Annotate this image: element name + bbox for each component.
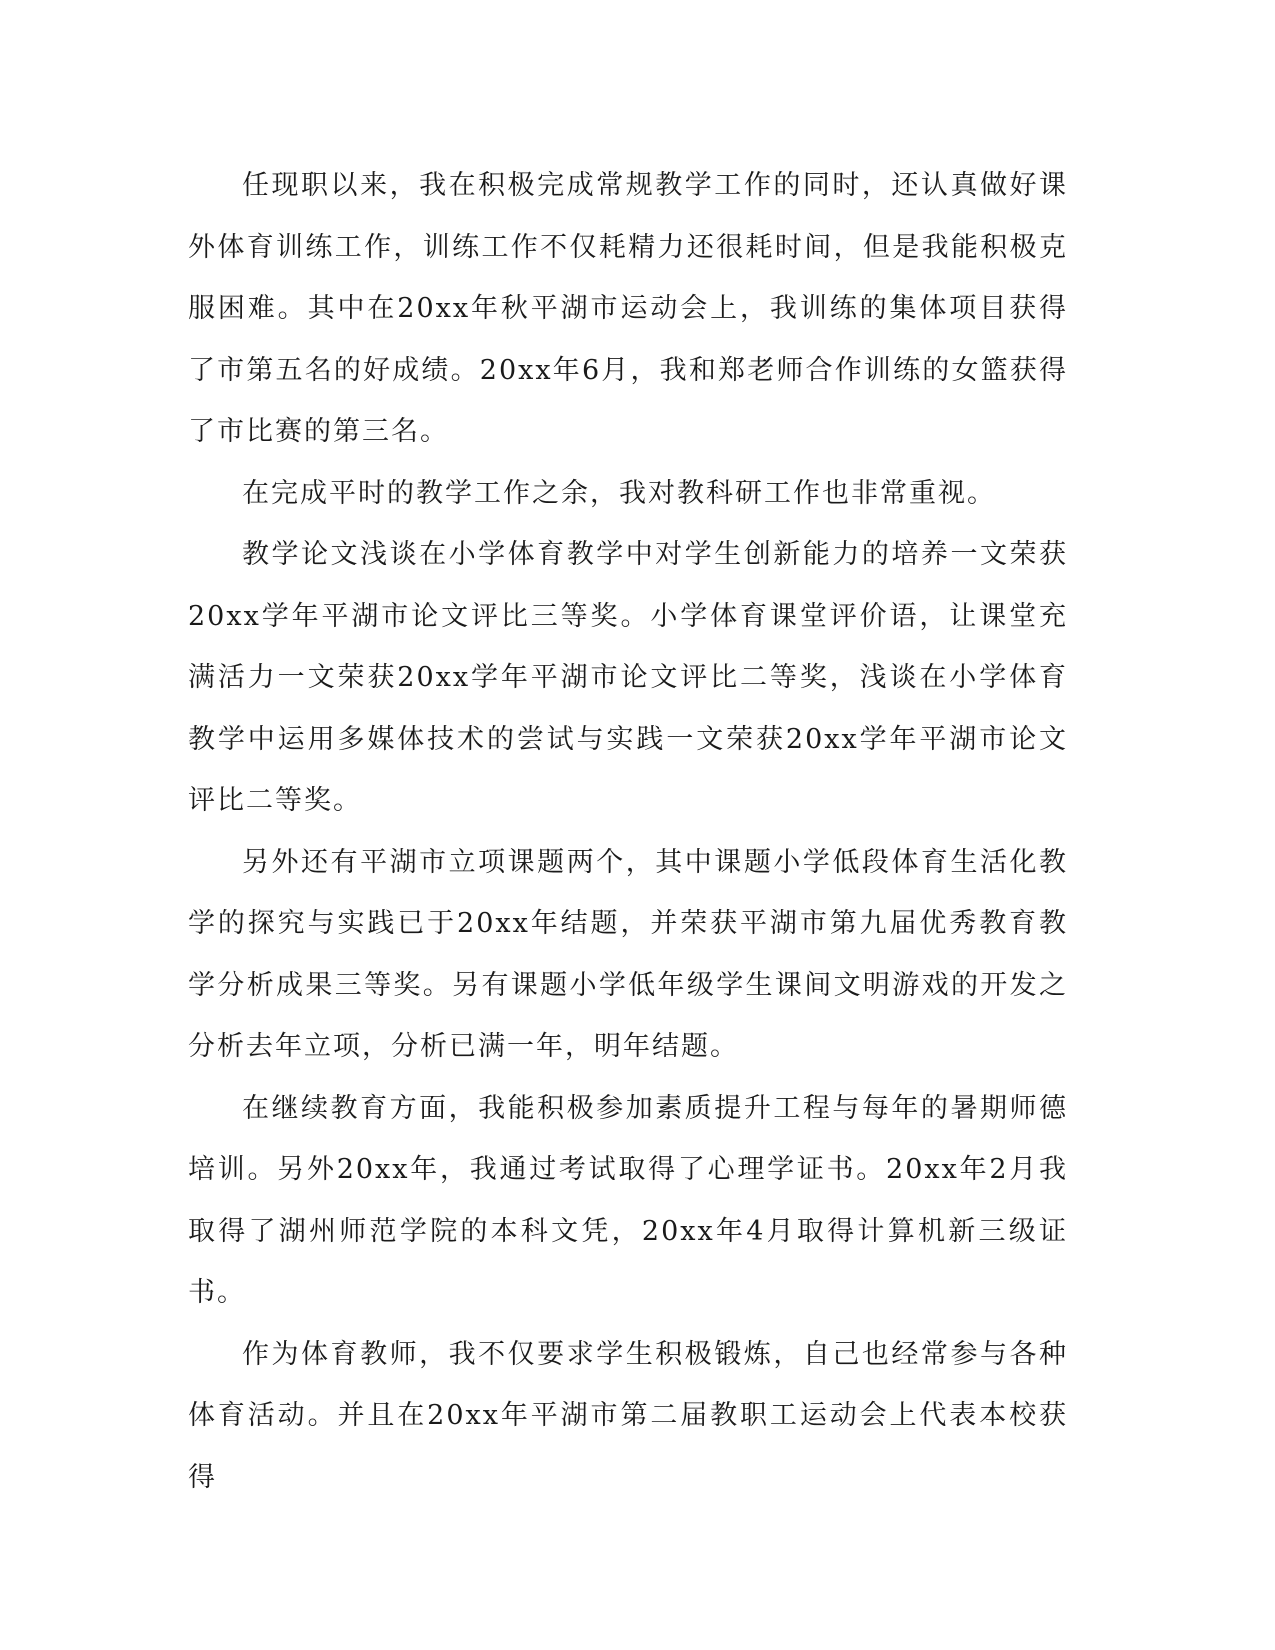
paragraph-projects: 另外还有平湖市立项课题两个，其中课题小学低段体育生活化教学的探究与实践已于20xx年结题，并荣获平湖市第九届优秀教育教学分析成果三等奖。另有课题小学低年级学生课间文明游戏的开发之分析去年立项，分析已满一年，明年结题。 xyxy=(188,846,1068,1062)
paragraph-sports-activities: 作为体育教师，我不仅要求学生积极锻炼，自己也经常参与各种体育活动。并且在20xx年平湖市第二届教职工运动会上代表本校获得 xyxy=(188,1338,1068,1493)
paragraph-research-intro: 在完成平时的教学工作之余，我对教科研工作也非常重视。 xyxy=(242,477,996,509)
document-body xyxy=(188,155,1068,1508)
paragraph-papers: 教学论文浅谈在小学体育教学中对学生创新能力的培养一文荣获20xx学年平湖市论文评比三等奖。小学体育课堂评价语，让课堂充满活力一文荣获20xx学年平湖市论文评比二等奖，浅谈在小学体育教学中运用多媒体技术的尝试与实践一文荣获20xx学年平湖市论文评比二等奖。 xyxy=(188,539,1068,816)
paragraph-training: 任现职以来，我在积极完成常规教学工作的同时，还认真做好课外体育训练工作，训练工作不仅耗精力还很耗时间，但是我能积极克服困难。其中在20xx年秋平湖市运动会上，我训练的集体项目获得了市第五名的好成绩。20xx年6月，我和郑老师合作训练的女篮获得了市比赛的第三名。 xyxy=(188,170,1068,447)
paragraph-continuing-education: 在继续教育方面，我能积极参加素质提升工程与每年的暑期师德培训。另外20xx年，我通过考试取得了心理学证书。20xx年2月我取得了湖州师范学院的本科文凭，20xx年4月取得计算机新三级证书。 xyxy=(188,1092,1068,1308)
